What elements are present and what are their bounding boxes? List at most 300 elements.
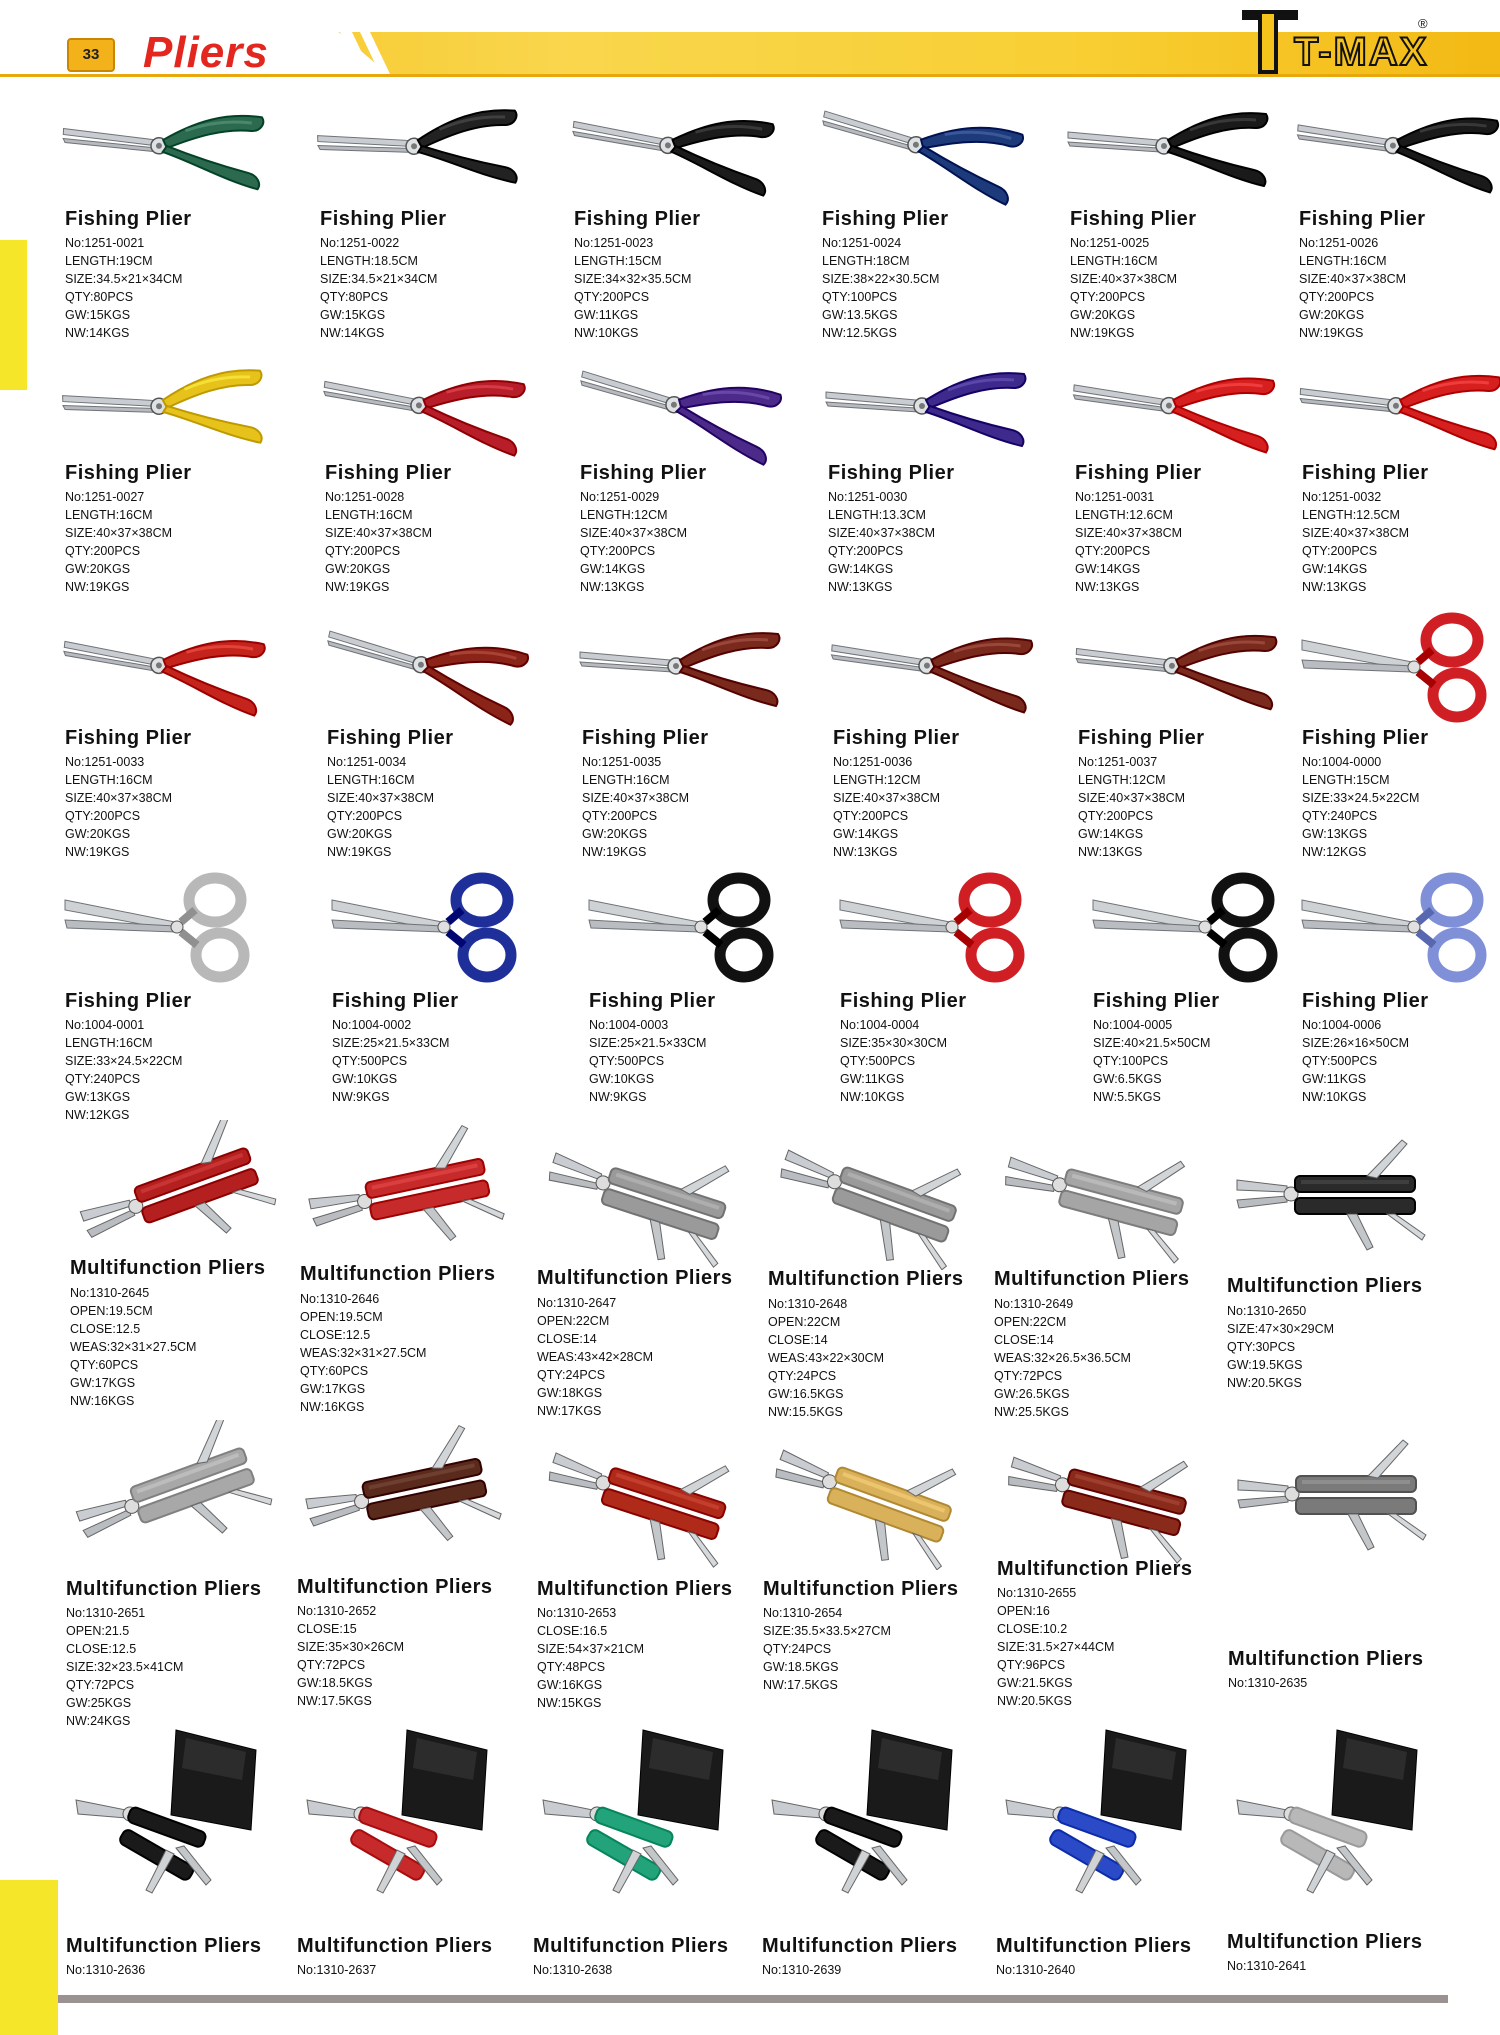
multitool-image (984, 1120, 1204, 1270)
product-specs (1228, 1674, 1307, 1692)
product-name: Fishing Plier (582, 727, 709, 749)
product-name: Fishing Plier (822, 208, 949, 230)
spec-line: No:1310-2635 (1228, 1676, 1308, 1690)
product-name: Fishing Plier (1075, 462, 1202, 484)
spec-line: No:1251-0037 (1078, 755, 1158, 769)
spec-line: GW:19.5KGS (1227, 1358, 1303, 1372)
spec-line: No:1310-2639 (762, 1963, 842, 1977)
spec-line: No:1251-0028 (325, 490, 405, 504)
spec-line: No:1310-2654 (763, 1606, 843, 1620)
product-specs (768, 1295, 884, 1421)
spec-line: QTY:500PCS (1302, 1054, 1378, 1068)
product-image (55, 860, 275, 995)
product-image (579, 860, 799, 995)
spec-line: QTY:200PCS (574, 290, 650, 304)
scissors-image (55, 860, 275, 990)
spec-line: No:1004-0006 (1302, 1018, 1382, 1032)
spec-line: NW:16KGS (70, 1394, 135, 1408)
spec-line: OPEN:22CM (768, 1315, 841, 1329)
product-name: Fishing Plier (1302, 990, 1429, 1012)
spec-line: QTY:72PCS (297, 1658, 366, 1672)
spec-line: SIZE:40×37×38CM (327, 791, 435, 805)
product-name: Multifunction Pliers (1227, 1275, 1423, 1297)
spec-line: GW:26.5KGS (994, 1387, 1070, 1401)
product-image (572, 600, 792, 735)
spec-line: QTY:100PCS (1093, 1054, 1169, 1068)
product-name: Multifunction Pliers (994, 1268, 1190, 1290)
spec-line: No:1310-2655 (997, 1586, 1077, 1600)
spec-line: LENGTH:16CM (1070, 254, 1158, 268)
spec-line: SIZE:40×37×38CM (833, 791, 941, 805)
product-specs (1075, 488, 1182, 596)
spec-line: No:1251-0027 (65, 490, 145, 504)
product-name: Multifunction Pliers (533, 1935, 729, 1957)
product-image (527, 1120, 747, 1275)
product-name: Fishing Plier (580, 462, 707, 484)
product-name: Multifunction Pliers (537, 1267, 733, 1289)
product-name: Fishing Plier (1078, 727, 1205, 749)
product-image (986, 1720, 1206, 1915)
spec-line: GW:13.5KGS (822, 308, 898, 322)
spec-line: LENGTH:19CM (65, 254, 153, 268)
product-image (1289, 80, 1500, 215)
product-name: Multifunction Pliers (300, 1263, 496, 1285)
product-name: Multifunction Pliers (763, 1578, 959, 1600)
spec-line: SIZE:40×37×38CM (325, 526, 433, 540)
product-image (55, 340, 275, 475)
product-specs (65, 1016, 182, 1124)
spec-line: SIZE:31.5×27×44CM (997, 1640, 1115, 1654)
spec-line: No:1310-2652 (297, 1604, 377, 1618)
fishing-plier-image (55, 80, 275, 210)
product-specs (1302, 1016, 1409, 1106)
spec-line: GW:14KGS (1078, 827, 1144, 841)
product-image (1217, 1120, 1437, 1275)
product-image (310, 80, 530, 215)
multitool-with-pouch-image (287, 1720, 507, 1910)
fishing-plier-image (812, 80, 1032, 210)
spec-line: No:1251-0026 (1299, 236, 1379, 250)
spec-line: NW:20.5KGS (997, 1694, 1072, 1708)
spec-line: QTY:200PCS (833, 809, 909, 823)
spec-line: GW:17KGS (70, 1376, 136, 1390)
product-name: Fishing Plier (1299, 208, 1426, 230)
spec-line: NW:19KGS (327, 845, 392, 859)
spec-line: SIZE:35×30×26CM (297, 1640, 405, 1654)
product-specs (65, 753, 172, 861)
spec-line: LENGTH:12.6CM (1075, 508, 1173, 522)
multitool-image (527, 1120, 747, 1270)
spec-line: QTY:60PCS (300, 1364, 369, 1378)
spec-line: No:1251-0024 (822, 236, 902, 250)
product-specs (582, 753, 689, 861)
spec-line: NW:13KGS (1302, 580, 1367, 594)
product-specs (332, 1016, 449, 1106)
product-name: Multifunction Pliers (66, 1578, 262, 1600)
brand-logo-mark (1240, 6, 1300, 76)
product-name: Fishing Plier (65, 208, 192, 230)
fishing-plier-image (55, 340, 275, 470)
scissors-image (322, 860, 542, 990)
fishing-plier-image (1289, 80, 1500, 210)
multitool-with-pouch-image (986, 1720, 1206, 1910)
spec-line: No:1310-2637 (297, 1963, 377, 1977)
spec-line: WEAS:32×31×27.5CM (70, 1340, 197, 1354)
product-specs (65, 488, 172, 596)
spec-line: SIZE:40×37×38CM (1070, 272, 1178, 286)
spec-line: GW:18.5KGS (297, 1676, 373, 1690)
page-header (0, 0, 1500, 80)
header-stripes (340, 32, 420, 74)
product-image (1218, 1420, 1438, 1575)
fishing-plier-image (310, 80, 530, 210)
spec-line: LENGTH:15CM (574, 254, 662, 268)
product-image (830, 860, 1050, 995)
spec-line: No:1310-2636 (66, 1963, 146, 1977)
product-image (812, 80, 1032, 215)
spec-line: LENGTH:18CM (822, 254, 910, 268)
product-name: Multifunction Pliers (297, 1935, 493, 1957)
spec-line: QTY:60PCS (70, 1358, 139, 1372)
fishing-plier-image (564, 80, 784, 210)
spec-line: No:1310-2641 (1227, 1959, 1307, 1973)
product-name: Fishing Plier (320, 208, 447, 230)
spec-line: NW:17.5KGS (763, 1678, 838, 1692)
product-specs (300, 1290, 426, 1416)
spec-line: GW:15KGS (65, 308, 131, 322)
spec-line: QTY:200PCS (580, 544, 656, 558)
product-name: Fishing Plier (1302, 727, 1429, 749)
product-specs (997, 1584, 1114, 1710)
multitool-image (290, 1120, 510, 1270)
spec-line: SIZE:26×16×50CM (1302, 1036, 1410, 1050)
product-image (527, 1420, 747, 1575)
spec-line: NW:10KGS (1302, 1090, 1367, 1104)
product-name: Fishing Plier (1070, 208, 1197, 230)
multitool-image (527, 1420, 747, 1570)
spec-line: CLOSE:14 (537, 1332, 597, 1346)
side-marker (0, 240, 27, 390)
spec-line: NW:19KGS (1070, 326, 1135, 340)
scissors-image (579, 860, 799, 990)
spec-line: QTY:200PCS (1070, 290, 1146, 304)
spec-line: CLOSE:10.2 (997, 1622, 1068, 1636)
product-image (1065, 340, 1285, 475)
spec-line: SIZE:40×37×38CM (582, 791, 690, 805)
multitool-image (56, 1420, 276, 1570)
product-specs (65, 234, 182, 342)
spec-line: QTY:96PCS (997, 1658, 1066, 1672)
spec-line: GW:25KGS (66, 1696, 132, 1710)
spec-line: SIZE:40×37×38CM (65, 791, 173, 805)
spec-line: CLOSE:14 (768, 1333, 828, 1347)
spec-line: NW:13KGS (828, 580, 893, 594)
product-specs (1299, 234, 1406, 342)
spec-line: NW:13KGS (833, 845, 898, 859)
multitool-with-pouch-image (56, 1720, 276, 1910)
fishing-plier-image (55, 600, 275, 730)
multitool-with-pouch-image (752, 1720, 972, 1910)
spec-line: No:1310-2648 (768, 1297, 848, 1311)
spec-line: SIZE:38×22×30.5CM (822, 272, 940, 286)
spec-line: SIZE:33×24.5×22CM (65, 1054, 183, 1068)
spec-line: QTY:100PCS (822, 290, 898, 304)
spec-line: SIZE:40×37×38CM (1075, 526, 1183, 540)
spec-line: NW:14KGS (65, 326, 130, 340)
product-specs (828, 488, 935, 596)
product-specs (1302, 753, 1419, 861)
fishing-plier-image (818, 340, 1038, 470)
spec-line: OPEN:22CM (994, 1315, 1067, 1329)
spec-line: No:1251-0021 (65, 236, 145, 250)
product-name: Fishing Plier (1093, 990, 1220, 1012)
spec-line: LENGTH:13.3CM (828, 508, 926, 522)
spec-line: GW:20KGS (1299, 308, 1365, 322)
product-name: Fishing Plier (574, 208, 701, 230)
spec-line: QTY:48PCS (537, 1660, 606, 1674)
spec-line: SIZE:34.5×21×34CM (65, 272, 183, 286)
spec-line: SIZE:32×23.5×41CM (66, 1660, 184, 1674)
spec-line: No:1251-0030 (828, 490, 908, 504)
spec-line: SIZE:40×37×38CM (1078, 791, 1186, 805)
spec-line: GW:11KGS (840, 1072, 905, 1086)
spec-line: QTY:200PCS (325, 544, 401, 558)
product-image (55, 600, 275, 735)
spec-line: WEAS:43×42×28CM (537, 1350, 654, 1364)
scissors-image (1083, 860, 1303, 990)
footer-rule (58, 1995, 1448, 2003)
product-specs (994, 1295, 1131, 1421)
product-image (1292, 340, 1500, 475)
spec-line: CLOSE:12.5 (300, 1328, 371, 1342)
product-specs (574, 234, 691, 342)
spec-line: NW:12KGS (65, 1108, 130, 1122)
spec-line: GW:20KGS (325, 562, 391, 576)
product-image (570, 340, 790, 475)
product-image (1292, 860, 1500, 995)
spec-line: GW:14KGS (1075, 562, 1141, 576)
product-image (1217, 1720, 1437, 1915)
multitool-image (1217, 1120, 1437, 1270)
spec-line: QTY:240PCS (65, 1072, 141, 1086)
spec-line: CLOSE:12.5 (70, 1322, 141, 1336)
spec-line: GW:14KGS (828, 562, 894, 576)
product-image (1083, 860, 1303, 995)
fishing-plier-image (1060, 80, 1280, 210)
spec-line: No:1004-0004 (840, 1018, 920, 1032)
spec-line: WEAS:43×22×30CM (768, 1351, 885, 1365)
fishing-plier-image (315, 340, 535, 470)
product-name: Multifunction Pliers (762, 1935, 958, 1957)
product-name: Fishing Plier (828, 462, 955, 484)
spec-line: No:1251-0035 (582, 755, 662, 769)
spec-line: No:1251-0036 (833, 755, 913, 769)
scissors-image (1292, 860, 1500, 990)
product-image (523, 1720, 743, 1915)
spec-line: GW:17KGS (300, 1382, 366, 1396)
spec-line: LENGTH:16CM (65, 773, 153, 787)
spec-line: No:1251-0023 (574, 236, 654, 250)
spec-line: NW:17KGS (537, 1404, 602, 1418)
spec-line: QTY:200PCS (65, 809, 141, 823)
fishing-plier-image (1068, 600, 1288, 730)
spec-line: No:1251-0033 (65, 755, 145, 769)
spec-line: QTY:240PCS (1302, 809, 1378, 823)
spec-line: OPEN:19.5CM (70, 1304, 153, 1318)
spec-line: No:1251-0022 (320, 236, 400, 250)
spec-line: NW:12.5KGS (822, 326, 897, 340)
spec-line: LENGTH:15CM (1302, 773, 1390, 787)
spec-line: WEAS:32×31×27.5CM (300, 1346, 427, 1360)
spec-line: QTY:500PCS (589, 1054, 665, 1068)
product-image (823, 600, 1043, 735)
brand-logo: T-MAX (1294, 30, 1429, 74)
spec-line: No:1310-2645 (70, 1286, 150, 1300)
fishing-plier-image (823, 600, 1043, 730)
spec-line: QTY:200PCS (582, 809, 658, 823)
spec-line: No:1251-0029 (580, 490, 660, 504)
spec-line: LENGTH:12.5CM (1302, 508, 1400, 522)
product-name: Fishing Plier (589, 990, 716, 1012)
spec-line: NW:9KGS (589, 1090, 647, 1104)
spec-line: NW:19KGS (65, 845, 130, 859)
spec-line: QTY:24PCS (768, 1369, 837, 1383)
spec-line: No:1310-2650 (1227, 1304, 1307, 1318)
spec-line: SIZE:25×21.5×33CM (589, 1036, 707, 1050)
spec-line: SIZE:40×21.5×50CM (1093, 1036, 1211, 1050)
product-specs (822, 234, 939, 342)
spec-line: GW:13KGS (1302, 827, 1368, 841)
spec-line: SIZE:40×37×38CM (1302, 526, 1410, 540)
spec-line: NW:13KGS (1078, 845, 1143, 859)
spec-line: GW:10KGS (332, 1072, 398, 1086)
product-specs (297, 1961, 376, 1979)
spec-line: CLOSE:15 (297, 1622, 357, 1636)
spec-line: GW:14KGS (833, 827, 899, 841)
page-number: 33 (67, 38, 115, 72)
spec-line: No:1004-0003 (589, 1018, 669, 1032)
product-specs (327, 753, 434, 861)
product-image (56, 1720, 276, 1915)
fishing-plier-image (317, 600, 537, 730)
spec-line: NW:25.5KGS (994, 1405, 1069, 1419)
product-name: Multifunction Pliers (66, 1935, 262, 1957)
product-image (287, 1420, 507, 1575)
spec-line: NW:19KGS (65, 580, 130, 594)
spec-line: NW:10KGS (574, 326, 639, 340)
spec-line: SIZE:54×37×21CM (537, 1642, 645, 1656)
spec-line: LENGTH:12CM (833, 773, 921, 787)
spec-line: QTY:200PCS (327, 809, 403, 823)
spec-line: NW:10KGS (840, 1090, 905, 1104)
multitool-image (987, 1420, 1207, 1570)
product-image (752, 1720, 972, 1915)
product-image (564, 80, 784, 215)
spec-line: QTY:80PCS (65, 290, 134, 304)
spec-line: GW:10KGS (589, 1072, 655, 1086)
spec-line: NW:17.5KGS (297, 1694, 372, 1708)
product-specs (297, 1602, 404, 1710)
spec-line: GW:11KGS (574, 308, 639, 322)
spec-line: No:1004-0001 (65, 1018, 145, 1032)
fishing-plier-image (572, 600, 792, 730)
spec-line: LENGTH:16CM (65, 508, 153, 522)
multitool-image (60, 1120, 280, 1270)
product-image (1060, 80, 1280, 215)
spec-line: No:1251-0025 (1070, 236, 1150, 250)
spec-line: GW:11KGS (1302, 1072, 1367, 1086)
spec-line: NW:19KGS (1299, 326, 1364, 340)
product-name: Fishing Plier (65, 462, 192, 484)
product-image (60, 1120, 280, 1275)
product-name: Multifunction Pliers (1228, 1648, 1424, 1670)
spec-line: LENGTH:12CM (580, 508, 668, 522)
spec-line: SIZE:25×21.5×33CM (332, 1036, 450, 1050)
product-specs (1227, 1302, 1334, 1392)
spec-line: No:1310-2649 (994, 1297, 1074, 1311)
fishing-plier-image (1065, 340, 1285, 470)
spec-line: QTY:72PCS (994, 1369, 1063, 1383)
spec-line: NW:19KGS (325, 580, 390, 594)
spec-line: NW:9KGS (332, 1090, 390, 1104)
product-image (287, 1720, 507, 1915)
spec-line: NW:20.5KGS (1227, 1376, 1302, 1390)
spec-line: No:1310-2640 (996, 1963, 1076, 1977)
spec-line: QTY:24PCS (537, 1368, 606, 1382)
spec-line: SIZE:33×24.5×22CM (1302, 791, 1420, 805)
product-image (317, 600, 537, 735)
product-image (753, 1420, 973, 1575)
product-name: Multifunction Pliers (997, 1558, 1193, 1580)
spec-line: CLOSE:16.5 (537, 1624, 608, 1638)
spec-line: NW:14KGS (320, 326, 385, 340)
multitool-image (753, 1420, 973, 1570)
product-specs (66, 1961, 145, 1979)
product-image (322, 860, 542, 995)
spec-line: GW:15KGS (320, 308, 386, 322)
spec-line: QTY:24PCS (763, 1642, 832, 1656)
spec-line: QTY:200PCS (1299, 290, 1375, 304)
product-image (290, 1120, 510, 1275)
spec-line: SIZE:34.5×21×34CM (320, 272, 438, 286)
product-specs (537, 1294, 653, 1420)
spec-line: SIZE:40×37×38CM (65, 526, 173, 540)
product-specs (762, 1961, 841, 1979)
product-name: Fishing Plier (327, 727, 454, 749)
spec-line: LENGTH:16CM (327, 773, 415, 787)
product-specs (537, 1604, 644, 1712)
product-specs (1070, 234, 1177, 342)
spec-line: LENGTH:12CM (1078, 773, 1166, 787)
spec-line: SIZE:40×37×38CM (1299, 272, 1407, 286)
spec-line: No:1310-2651 (66, 1606, 146, 1620)
spec-line: QTY:200PCS (828, 544, 904, 558)
product-name: Fishing Plier (833, 727, 960, 749)
spec-line: No:1251-0032 (1302, 490, 1382, 504)
product-specs (840, 1016, 947, 1106)
product-name: Fishing Plier (325, 462, 452, 484)
product-specs (1302, 488, 1409, 596)
product-specs (66, 1604, 183, 1730)
spec-line: QTY:200PCS (1302, 544, 1378, 558)
scissors-image (830, 860, 1050, 990)
spec-line: CLOSE:14 (994, 1333, 1054, 1347)
spec-line: QTY:80PCS (320, 290, 389, 304)
product-specs (533, 1961, 612, 1979)
brand-registered-mark: ® (1418, 16, 1428, 31)
spec-line: QTY:200PCS (1075, 544, 1151, 558)
spec-line: SIZE:40×37×38CM (580, 526, 688, 540)
